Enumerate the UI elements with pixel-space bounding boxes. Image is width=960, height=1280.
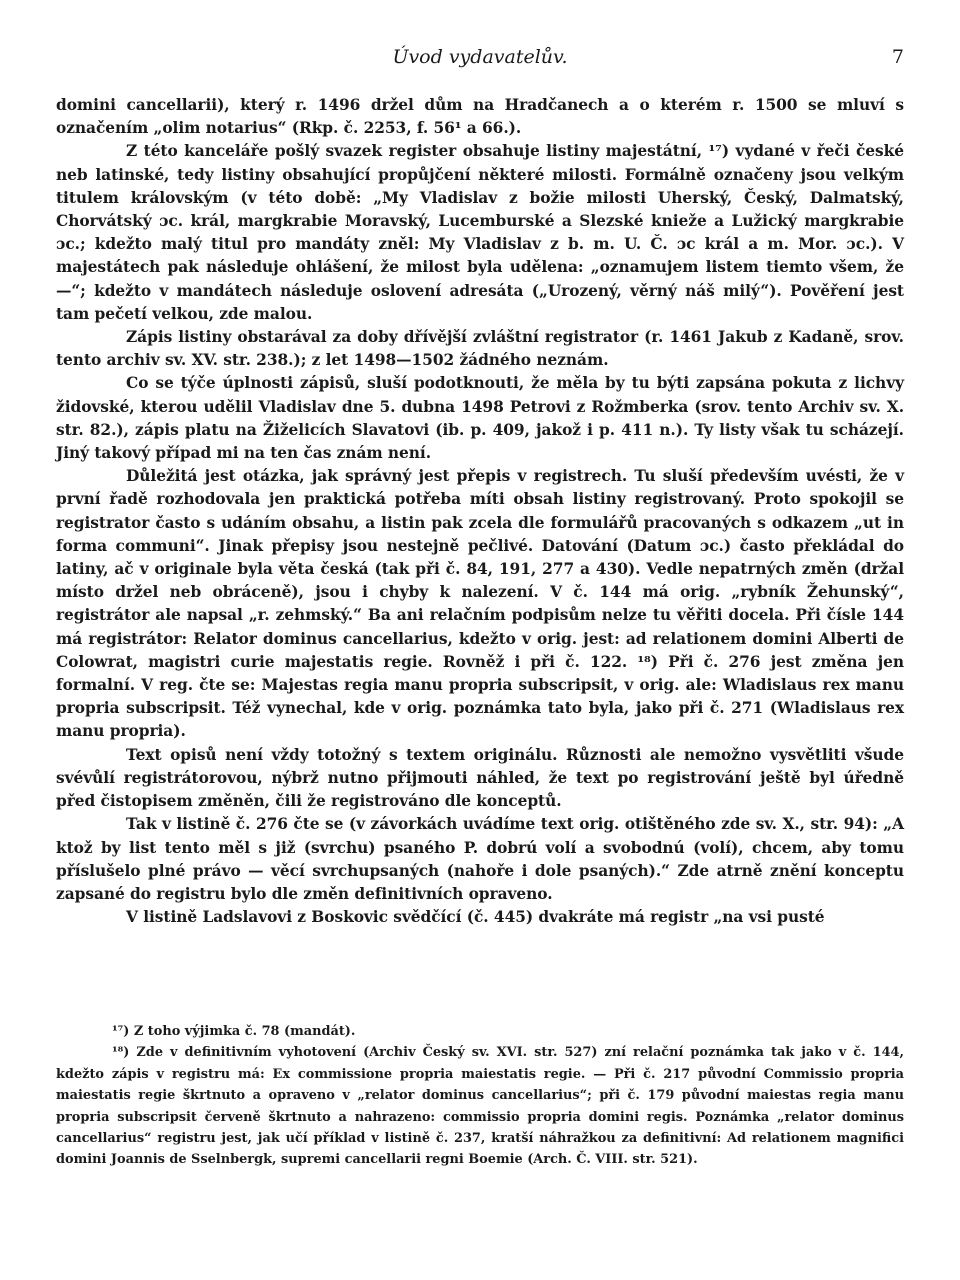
paragraph: Zápis listiny obstarával za doby dřívější zvláštní registrator (r. 1461 Jakub z Kadaně, srov. tento archiv sv. XV. str. 238.); z let 1498—1502 žádného neznám. bbox=[56, 328, 904, 370]
paragraph: Text opisů není vždy totožný s textem originálu. Různosti ale nemožno vysvětliti všude svévůlí registrátorovou, nýbrž nutno přijmouti náhled, že text po registrování ještě byl úředně před čistopisem změněn, čili že registrováno dle konceptů. bbox=[56, 745, 904, 811]
page-number: 7 bbox=[891, 46, 904, 68]
paragraph: domini cancellarii), který r. 1496 držel dům na Hradčanech a o kterém r. 1500 se mluví s označením „olim notarius“ (Rkp. č. 2253, f. 56¹ a 66.). bbox=[56, 96, 904, 138]
paragraph: Tak v listině č. 276 čte se (v závorkách uvádíme text orig. otištěného zde sv. X., str. 94): „A ktož by list tento měl s již (svrchu) psaného P. dobrú volí a svobodnú (volí), chcem, aby tomu příslušelo plné právo — věcí svrchupsaných (nahoře i dole psaných).“ Zde atrně znění konceptu zapsané do registru bylo dle změn definitivních opraveno. bbox=[56, 815, 904, 903]
footnotes bbox=[56, 1021, 904, 1171]
paragraph: Z této kanceláře pošlý svazek register obsahuje listiny majestátní, ¹⁷) vydané v řeči české neb latinské, tedy listiny obsahující propůjčení některé milosti. Formálně označeny jsou velkým titulem královským (v této době: „My Vladislav z božie milosti Uherský, Český, Dalmatský, Chorvátský ɔc. král, margkrabie Moravský, Lucemburské a Slezské knieže a Lužický margkrabie ɔc.; kdežto malý titul pro mandáty zněl: My Vladislav z b. m. U. Č. ɔc král a m. Mor. ɔc.). V majestátech pak následuje ohlášení, že milost byla udělena: „oznamujem listem tiemto všem, že —“; kdežto v mandátech následuje oslovení adresáta („Urozený, věrný náš milý“). Pověření jest tam pečetí velkou, zde malou. bbox=[56, 142, 904, 323]
footnote: ¹⁷) Z toho výjimka č. 78 (mandát). bbox=[112, 1024, 356, 1039]
footnote: ¹⁸) Zde v definitivním vyhotovení (Archiv Český sv. XVI. str. 527) zní relační poznámka tak jako v č. 144, kdežto zápis v registru má: Ex commissione propria maiestatis regie. — Při č. 217 původní Commissio propria maiestatis regie škrtnuto a opraveno v „relator dominus cancellarius“; při č. 179 původní maiestas regia manu propria subscripsit červeně škrtnuto a nahrazeno: commissio propria domini regis. Poznámka „relator dominus cancellarius“ registru jest, jak učí příklad v listině č. 237, kratší náhražkou za definitivní: Ad relationem magnifici domini Joannis de Sselnbergk, supremi cancellarii regni Boemie (Arch. Č. VIII. str. 521). bbox=[56, 1045, 904, 1168]
running-title: Úvod vydavatelův. bbox=[392, 46, 568, 68]
paragraph: Důležitá jest otázka, jak správný jest přepis v registrech. Tu sluší především uvésti, že v první řadě rozhodovala jen praktická potřeba míti obsah listiny registrovaný. Proto spokojil se registrator často s udáním obsahu, a listin pak zcela dle formulářů pracovaných s odkazem „ut in forma communi“. Jinak přepisy jsou nestejně pečlivé. Datování (Datum ɔc.) často překládal do latiny, ač v originale byla věta česká (tak při č. 84, 191, 277 a 430). Vedle nepatrných změn (držal místo držel neb obráceně), jsou i chyby k nalezení. V č. 144 má orig. „rybník Žehunský“, registrátor ale napsal „r. zehmský.“ Ba ani relačním podpisům nelze tu věřiti docela. Při čísle 144 má registrátor: Relator dominus cancellarius, kdežto v orig. jest: ad relationem domini Alberti de Colowrat, magistri curie majestatis regie. Rovněž i při č. 122. ¹⁸) Při č. 276 jest změna jen formalní. V reg. čte se: Majestas regia manu propria subscripsit, v orig. ale: Wladislaus rex manu propria subscripsit. Též vynechal, kde v orig. poznámka tato byla, jako při č. 271 (Wladislaus rex manu propria). bbox=[56, 467, 904, 741]
paragraph: Co se týče úplnosti zápisů, sluší podotknouti, že měla by tu býti zapsána pokuta z lichvy židovské, kterou udělil Vladislav dne 5. dubna 1498 Petrovi z Rožmberka (srov. tento Archiv sv. X. str. 82.), zápis platu na Žiželicích Slavatovi (ib. p. 409, jakož i p. 411 n.). Ty listy však tu scházejí. Jiný takový případ mi na ten čas znám není. bbox=[56, 374, 904, 463]
page-header bbox=[56, 46, 904, 74]
paragraph: V listině Ladslavovi z Boskovic svědčící (č. 445) dvakráte má registr „na vsi pusté bbox=[126, 908, 825, 927]
main-text bbox=[56, 94, 904, 929]
